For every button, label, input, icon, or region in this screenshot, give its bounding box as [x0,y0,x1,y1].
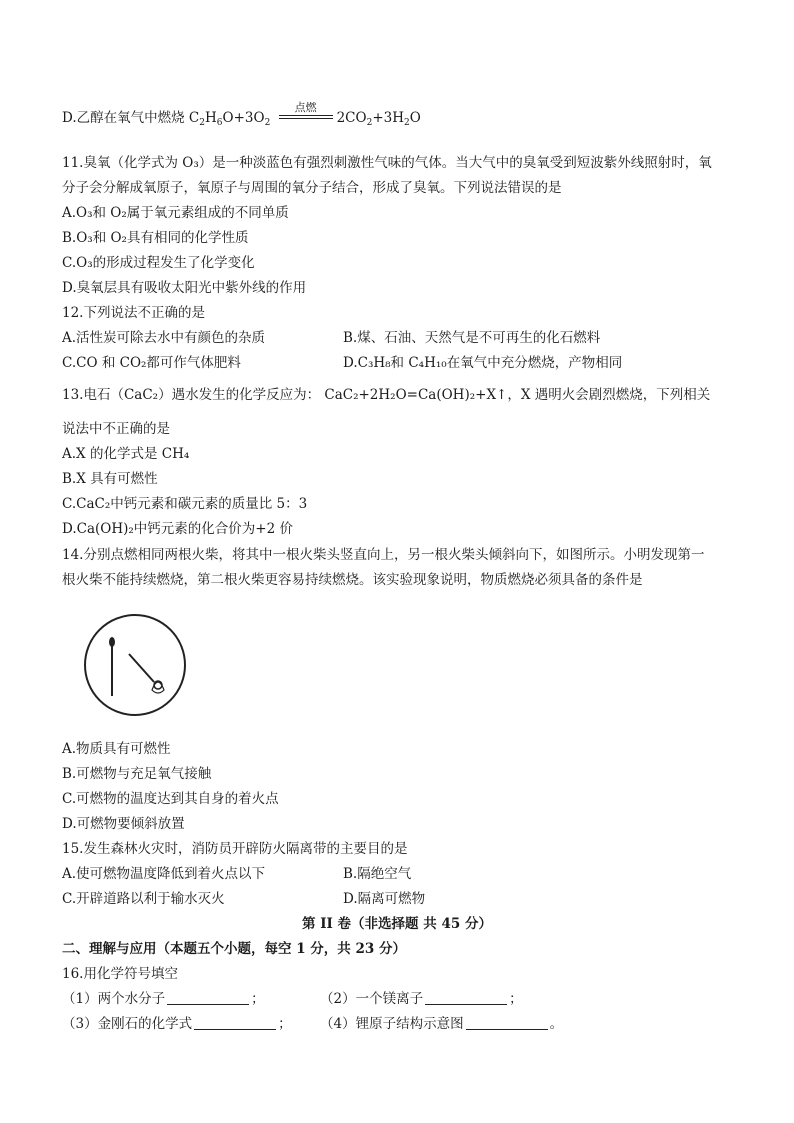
q13-option-b: B.X 具有可燃性 [62,471,158,487]
q13-option-a: A.X 的化学式是 CH₄ [62,446,190,462]
q15-option-c: C.开辟道路以利于输水灭火 [62,891,225,907]
q13-option-c: C.CaC₂中钙元素和碳元素的质量比 5：3 [62,496,308,512]
q11-stem-line1: 11.臭氧（化学式为 O₃）是一种淡蓝色有强烈刺激性气味的气体。当大气中的臭氧受到短波紫外线照射时，氧 [62,155,712,171]
q12-option-c: C.CO 和 CO₂都可作气体肥料 [62,355,241,371]
q13-option-d: D.Ca(OH)₂中钙元素的化合价为+2 价 [62,521,293,537]
q10-option-d: D.乙醇在氧气中燃烧 $C_2H_6O+3O_2$ 点燃 $2CO_2+3H_2O$ [62,108,421,128]
q12-option-b: B.煤、石油、天然气是不可再生的化石燃料 [343,330,601,346]
q16-item-4: （4）锂原子结构示意图 。 [320,1016,564,1032]
q14-stem-line2: 根火柴不能持续燃烧，第二根火柴更容易持续燃烧。该实验现象说明，物质燃烧必须具备的条件是 [62,572,643,588]
answer-blank[interactable] [466,1016,548,1030]
q11-option-b: B.O₃和 O₂具有相同的化学性质 [62,230,249,246]
q11-option-c: C.O₃的形成过程发生了化学变化 [62,255,255,271]
q16-stem: 16.用化学符号填空 [62,966,178,982]
section-heading: 二、理解与应用（本题五个小题，每空 1 分，共 23 分） [62,941,406,957]
q14-option-c: C.可燃物的温度达到其自身的着火点 [62,791,279,807]
matches-figure [82,610,192,720]
reaction-arrow [277,101,335,124]
q13-stem-line2: 说法中不正确的是 [62,421,170,437]
q12-option-d: D.C₃H₈和 C₄H₁₀在氧气中充分燃烧，产物相同 [343,355,623,371]
q14-stem-line1: 14.分别点燃相同两根火柴，将其中一根火柴头竖直向上，另一根火柴头倾斜向下，如图所示。小明发现第一 [62,547,705,563]
answer-blank[interactable] [425,991,507,1005]
answer-blank[interactable] [194,1016,276,1030]
q14-option-d: D.可燃物要倾斜放置 [62,816,185,832]
answer-blank[interactable] [167,991,249,1005]
reaction-condition: 点燃 [294,101,317,114]
q11-option-a: A.O₃和 O₂属于氧元素组成的不同单质 [62,205,289,221]
match-head-up [109,637,115,647]
q13-stem-line1: 13.电石（CaC₂）遇水发生的化学反应为： CaC₂+2H₂O=Ca(OH)₂+X↑，X 遇明火会剧烈燃烧，下列相关 [62,387,711,403]
q11-stem-line2: 分子会分解成氧原子，氧原子与周围的氧分子结合，形成了臭氧。下列说法错误的是 [62,180,562,196]
q15-stem: 15.发生森林火灾时，消防员开辟防火隔离带的主要目的是 [62,841,408,857]
q12-option-a: A.活性炭可除去水中有颜色的杂质 [62,330,266,346]
q11-option-d: D.臭氧层具有吸收太阳光中紫外线的作用 [62,280,307,296]
q15-option-d: D.隔离可燃物 [343,891,426,907]
match-tilted [129,654,154,682]
part2-title: 第 II 卷（非选择题 共 45 分） [302,916,492,932]
q15-option-b: B.隔绝空气 [343,866,412,882]
q14-option-b: B.可燃物与充足氧气接触 [62,766,212,782]
q16-item-3: （3）金刚石的化学式 ； [62,1016,292,1032]
q16-item-1: （1）两个水分子 ； [62,991,265,1007]
q14-option-a: A.物质具有可燃性 [62,741,171,757]
q12-stem: 12.下列说法不正确的是 [62,305,205,321]
q16-item-2: （2）一个镁离子 ； [320,991,523,1007]
q15-option-a: A.使可燃物温度降低到着火点以下 [62,866,266,882]
